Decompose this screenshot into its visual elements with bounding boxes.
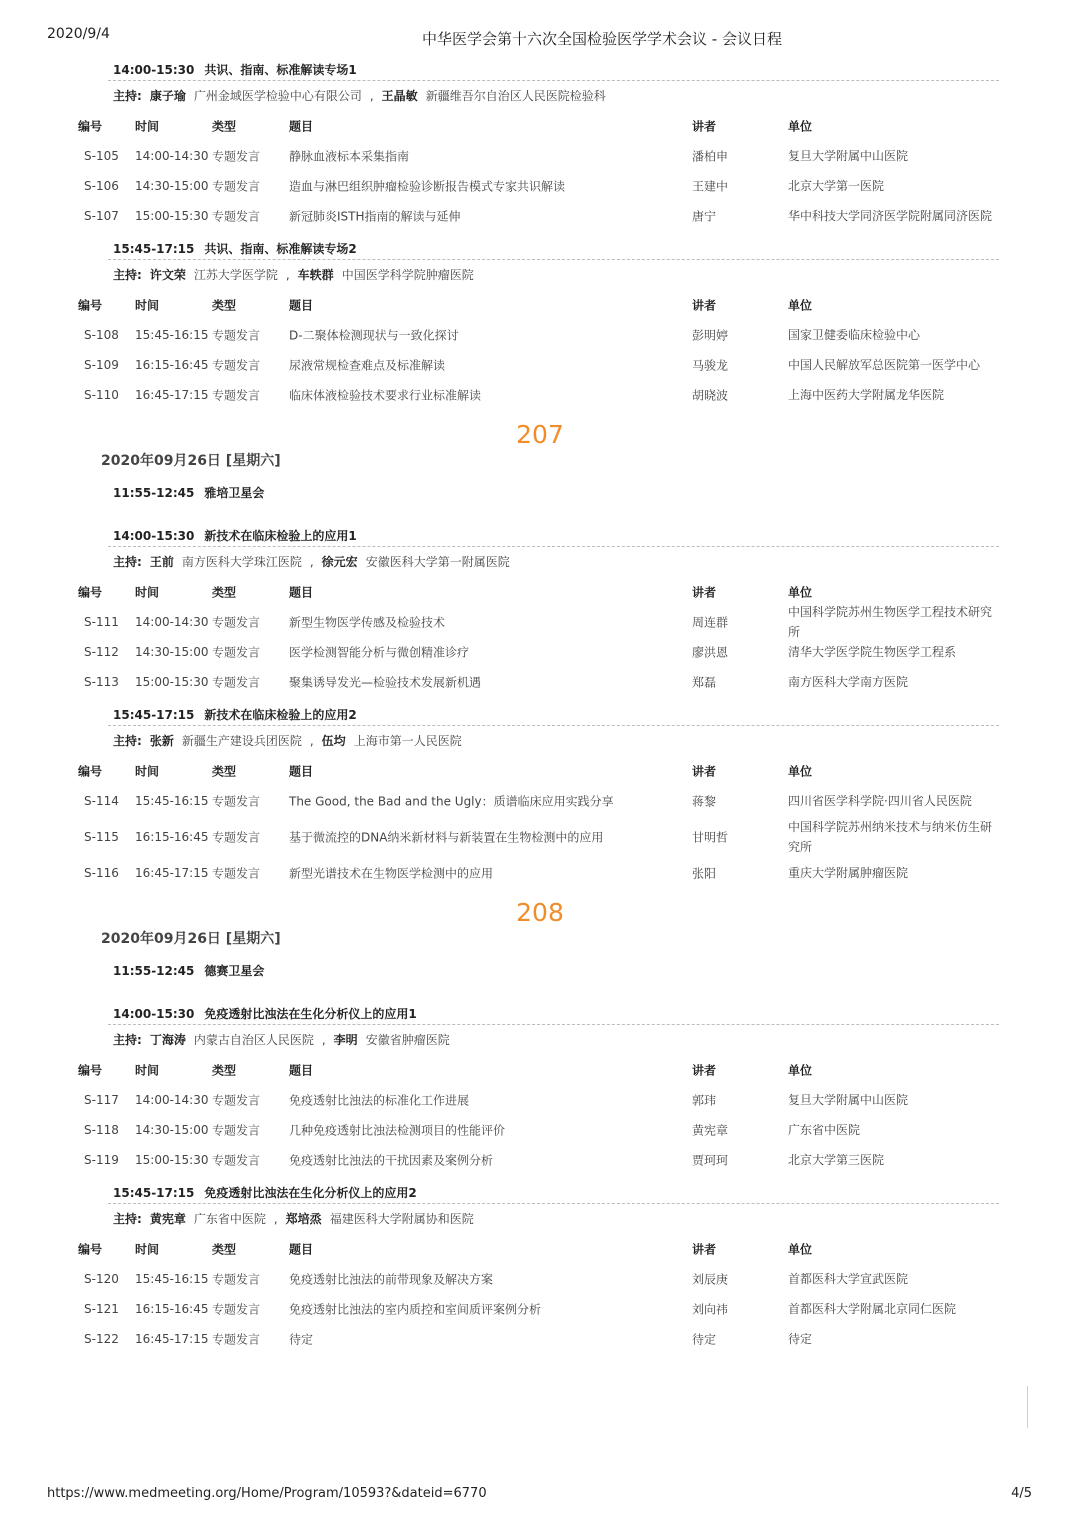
- col-header-topic: 题目: [289, 298, 314, 313]
- host-separator: ,: [369, 89, 374, 103]
- host-name: 康子瑜: [149, 89, 186, 103]
- col-header-speaker: 讲者: [692, 764, 717, 779]
- host-separator: ,: [273, 1212, 278, 1226]
- cell-no: S-120: [84, 1272, 119, 1286]
- cell-topic: 免疫透射比浊法的干扰因素及案例分析: [289, 1153, 494, 1168]
- host-org: 新疆生产建设兵团医院: [181, 734, 302, 748]
- cell-no: S-112: [84, 645, 119, 659]
- session-heading: [113, 1183, 1080, 1203]
- cell-time: 16:45-17:15: [135, 1332, 209, 1346]
- cell-speaker: 彭明婷: [692, 328, 729, 343]
- host-org: 安徽省肿瘤医院: [365, 1033, 450, 1047]
- col-header-no: 编号: [78, 585, 103, 600]
- col-header-type: 类型: [212, 119, 237, 134]
- cell-time: 14:00-14:30: [135, 149, 209, 163]
- cell-time: 15:00-15:30: [135, 1153, 209, 1167]
- cell-type: 专题发言: [212, 794, 261, 809]
- host-org: 安徽医科大学第一附属医院: [365, 555, 510, 569]
- host-label: 主持:: [113, 734, 142, 748]
- col-header-org: 单位: [788, 1063, 813, 1078]
- host-separator: ,: [309, 734, 314, 748]
- cell-speaker: 张阳: [692, 866, 717, 881]
- room-number: 208: [516, 898, 564, 927]
- host-org: 内蒙古自治区人民医院: [193, 1033, 314, 1047]
- host-org: 江苏大学医学院: [193, 268, 278, 282]
- col-header-no: 编号: [78, 764, 103, 779]
- cell-org: 华中科技大学同济医学院附属同济医院: [788, 209, 993, 223]
- cell-no: S-116: [84, 866, 119, 880]
- col-header-no: 编号: [78, 298, 103, 313]
- cell-org: 中国科学院苏州生物医学工程技术研究所: [788, 605, 993, 639]
- session-heading: [113, 961, 1080, 981]
- cell-org: 复旦大学附属中山医院: [788, 1093, 909, 1107]
- col-header-speaker: 讲者: [692, 585, 717, 600]
- session-time: 14:00-15:30: [113, 63, 195, 77]
- cell-time: 16:15-16:45: [135, 1302, 209, 1316]
- cell-speaker: 廖洪恩: [692, 645, 729, 660]
- host-separator: ,: [321, 1033, 326, 1047]
- col-header-time: 时间: [135, 298, 160, 313]
- cell-org: 广东省中医院: [788, 1123, 861, 1137]
- cell-speaker: 王建中: [692, 179, 729, 194]
- host-org: 上海市第一人民医院: [353, 734, 462, 748]
- session-title: 新技术在临床检验上的应用1: [204, 529, 357, 543]
- cell-time: 14:30-15:00: [135, 179, 209, 193]
- host-separator: ,: [285, 268, 290, 282]
- table-row: [0, 1145, 1080, 1175]
- cell-no: S-119: [84, 1153, 119, 1167]
- table-row: [0, 380, 1080, 410]
- col-header-speaker: 讲者: [692, 1242, 717, 1257]
- cell-topic: 造血与淋巴组织肿瘤检验诊断报告模式专家共识解读: [289, 179, 566, 194]
- col-header-time: 时间: [135, 585, 160, 600]
- cell-no: S-108: [84, 328, 119, 342]
- cell-time: 15:00-15:30: [135, 209, 209, 223]
- cell-topic: 基于微流控的DNA纳米新材料与新装置在生物检测中的应用: [289, 830, 604, 845]
- cell-org: 上海中医药大学附属龙华医院: [788, 388, 945, 402]
- host-name: 李明: [333, 1033, 358, 1047]
- col-header-org: 单位: [788, 764, 813, 779]
- cell-org: 重庆大学附属肿瘤医院: [788, 866, 909, 880]
- cell-topic: 新型光谱技术在生物医学检测中的应用: [289, 866, 494, 881]
- host-name: 王前: [149, 555, 174, 569]
- cell-time: 16:45-17:15: [135, 388, 209, 402]
- host-name: 徐元宏: [321, 555, 358, 569]
- program-content: [0, 60, 1080, 1354]
- page-number: 4/5: [1011, 1486, 1032, 1501]
- cell-type: 专题发言: [212, 1123, 261, 1138]
- cell-type: 专题发言: [212, 388, 261, 403]
- col-header-no: 编号: [78, 1242, 103, 1257]
- table-header: [0, 1055, 1080, 1085]
- session-heading: [113, 526, 1080, 546]
- cell-speaker: 唐宁: [692, 209, 717, 224]
- cell-topic: 尿液常规检查难点及标准解读: [289, 358, 446, 373]
- session-heading: [113, 1004, 1080, 1024]
- cell-org: 首都医科大学附属北京同仁医院: [788, 1302, 957, 1316]
- cell-org: 北京大学第一医院: [788, 179, 885, 193]
- cell-time: 16:15-16:45: [135, 830, 209, 844]
- col-header-time: 时间: [135, 1242, 160, 1257]
- host-org: 南方医科大学珠江医院: [181, 555, 302, 569]
- host-name: 伍均: [321, 734, 346, 748]
- session-time: 15:45-17:15: [113, 242, 195, 256]
- cell-speaker: 周连群: [692, 615, 729, 630]
- cell-speaker: 刘辰庚: [692, 1272, 729, 1287]
- host-name: 丁海涛: [149, 1033, 186, 1047]
- host-name: 车轶群: [297, 268, 334, 282]
- print-date: 2020/9/4: [47, 26, 110, 42]
- cell-no: S-111: [84, 615, 119, 629]
- cell-no: S-115: [84, 830, 119, 844]
- table-row: [0, 350, 1080, 380]
- col-header-type: 类型: [212, 1242, 237, 1257]
- table-row: [0, 1324, 1080, 1354]
- cell-topic: 新冠肺炎ISTH指南的解读与延伸: [289, 209, 461, 224]
- session-time: 11:55-12:45: [113, 486, 195, 500]
- col-header-topic: 题目: [289, 119, 314, 134]
- table-row: [0, 1085, 1080, 1115]
- session-title: 免疫透射比浊法在生化分析仪上的应用1: [204, 1007, 417, 1021]
- table-row: [0, 637, 1080, 667]
- col-header-speaker: 讲者: [692, 1063, 717, 1078]
- session-heading: [113, 60, 1080, 80]
- cell-speaker: 甘明哲: [692, 830, 729, 845]
- cell-no: S-109: [84, 358, 119, 372]
- host-org: 新疆维吾尔自治区人民医院检验科: [425, 89, 606, 103]
- cell-time: 15:00-15:30: [135, 675, 209, 689]
- cell-topic: 临床体液检验技术要求行业标准解读: [289, 388, 482, 403]
- cell-speaker: 黄宪章: [692, 1123, 729, 1138]
- cell-speaker: 贾珂珂: [692, 1153, 729, 1168]
- table-row: [0, 816, 1080, 858]
- host-org: 福建医科大学附属协和医院: [329, 1212, 474, 1226]
- cell-type: 专题发言: [212, 1093, 261, 1108]
- table-row: [0, 201, 1080, 231]
- cell-time: 15:45-16:15: [135, 328, 209, 342]
- session-title: 共识、指南、标准解读专场2: [204, 242, 357, 256]
- table-header: [0, 111, 1080, 141]
- cell-org: 中国科学院苏州纳米技术与纳米仿生研究所: [788, 820, 993, 854]
- col-header-time: 时间: [135, 764, 160, 779]
- cell-speaker: 待定: [692, 1332, 717, 1347]
- table-row: [0, 667, 1080, 697]
- cell-org: 南方医科大学南方医院: [788, 675, 909, 689]
- cell-time: 14:30-15:00: [135, 645, 209, 659]
- table-row: [0, 1115, 1080, 1145]
- host-org: 广东省中医院: [193, 1212, 266, 1226]
- cell-type: 专题发言: [212, 358, 261, 373]
- session-time: 15:45-17:15: [113, 708, 195, 722]
- cell-time: 16:15-16:45: [135, 358, 209, 372]
- cell-no: S-114: [84, 794, 119, 808]
- cell-speaker: 郭玮: [692, 1093, 717, 1108]
- cell-type: 专题发言: [212, 1272, 261, 1287]
- cell-org: 复旦大学附属中山医院: [788, 149, 909, 163]
- col-header-org: 单位: [788, 298, 813, 313]
- cell-topic: 免疫透射比浊法的标准化工作进展: [289, 1093, 470, 1108]
- host-org: 中国医学科学院肿瘤医院: [341, 268, 474, 282]
- session-time: 14:00-15:30: [113, 1007, 195, 1021]
- session-hosts: [113, 1025, 1080, 1055]
- cell-org: 清华大学医学院生物医学工程系: [788, 645, 957, 659]
- host-org: 广州金域医学检验中心有限公司: [193, 89, 362, 103]
- cell-org: 四川省医学科学院·四川省人民医院: [788, 794, 972, 808]
- session-hosts: [113, 81, 1080, 111]
- session-hosts: [113, 547, 1080, 577]
- cell-time: 14:00-14:30: [135, 1093, 209, 1107]
- col-header-speaker: 讲者: [692, 298, 717, 313]
- cell-no: S-121: [84, 1302, 119, 1316]
- host-label: 主持:: [113, 268, 142, 282]
- session-hosts: [113, 1204, 1080, 1234]
- host-name: 王晶敏: [381, 89, 418, 103]
- col-header-org: 单位: [788, 119, 813, 134]
- session-hosts: [113, 726, 1080, 756]
- host-label: 主持:: [113, 89, 142, 103]
- cell-type: 专题发言: [212, 179, 261, 194]
- cell-type: 专题发言: [212, 830, 261, 845]
- col-header-topic: 题目: [289, 1063, 314, 1078]
- day-heading: 2020年09月26日 [星期六]: [101, 931, 281, 947]
- session-title: 德赛卫星会: [204, 964, 265, 978]
- cell-topic: 免疫透射比浊法的室内质控和室间质评案例分析: [289, 1302, 542, 1317]
- session-time: 15:45-17:15: [113, 1186, 195, 1200]
- cell-no: S-117: [84, 1093, 119, 1107]
- session-heading: [113, 483, 1080, 503]
- table-row: [0, 320, 1080, 350]
- col-header-type: 类型: [212, 585, 237, 600]
- cell-no: S-122: [84, 1332, 119, 1346]
- table-row: [0, 858, 1080, 888]
- cell-time: 16:45-17:15: [135, 866, 209, 880]
- session-title: 雅培卫星会: [204, 486, 265, 500]
- cell-no: S-110: [84, 388, 119, 402]
- cell-time: 14:30-15:00: [135, 1123, 209, 1137]
- cell-org: 待定: [788, 1332, 813, 1346]
- cell-org: 北京大学第三医院: [788, 1153, 885, 1167]
- table-row: [0, 786, 1080, 816]
- page-url: https://www.medmeeting.org/Home/Program/10593?&dateid=6770: [47, 1486, 487, 1501]
- session-title: 新技术在临床检验上的应用2: [204, 708, 357, 722]
- table-header: [0, 290, 1080, 320]
- cell-org: 中国人民解放军总医院第一医学中心: [788, 358, 981, 372]
- col-header-topic: 题目: [289, 764, 314, 779]
- table-row: [0, 171, 1080, 201]
- cell-type: 专题发言: [212, 675, 261, 690]
- cell-speaker: 郑磊: [692, 675, 717, 690]
- cell-speaker: 胡晓波: [692, 388, 729, 403]
- col-header-no: 编号: [78, 1063, 103, 1078]
- page-title: 中华医学会第十六次全国检验医学学术会议 - 会议日程: [422, 30, 782, 48]
- cell-no: S-105: [84, 149, 119, 163]
- col-header-org: 单位: [788, 585, 813, 600]
- cell-topic: 聚集诱导发光—检验技术发展新机遇: [289, 675, 482, 690]
- col-header-time: 时间: [135, 119, 160, 134]
- cell-type: 专题发言: [212, 615, 261, 630]
- cell-no: S-106: [84, 179, 119, 193]
- col-header-topic: 题目: [289, 585, 314, 600]
- cell-topic: D-二聚体检测现状与一致化探讨: [289, 328, 459, 343]
- table-row: [0, 1294, 1080, 1324]
- cell-type: 专题发言: [212, 1153, 261, 1168]
- cell-topic: 待定: [289, 1332, 314, 1347]
- cell-type: 专题发言: [212, 1302, 261, 1317]
- session-time: 14:00-15:30: [113, 529, 195, 543]
- cell-no: S-113: [84, 675, 119, 689]
- table-header: [0, 756, 1080, 786]
- host-label: 主持:: [113, 1212, 142, 1226]
- cell-speaker: 马骏龙: [692, 358, 729, 373]
- cell-no: S-107: [84, 209, 119, 223]
- session-title: 共识、指南、标准解读专场1: [204, 63, 357, 77]
- session-heading: [113, 705, 1080, 725]
- cell-org: 国家卫健委临床检验中心: [788, 328, 921, 342]
- host-name: 黄宪章: [149, 1212, 186, 1226]
- host-separator: ,: [309, 555, 314, 569]
- col-header-type: 类型: [212, 298, 237, 313]
- col-header-topic: 题目: [289, 1242, 314, 1257]
- host-name: 郑培烝: [285, 1212, 322, 1226]
- cell-no: S-118: [84, 1123, 119, 1137]
- table-row: [0, 1264, 1080, 1294]
- session-hosts: [113, 260, 1080, 290]
- col-header-speaker: 讲者: [692, 119, 717, 134]
- cell-topic: 新型生物医学传感及检验技术: [289, 615, 446, 630]
- session-heading: [113, 239, 1080, 259]
- cell-speaker: 潘柏申: [692, 149, 729, 164]
- host-label: 主持:: [113, 555, 142, 569]
- cell-type: 专题发言: [212, 1332, 261, 1347]
- cell-topic: 静脉血液标本采集指南: [289, 149, 410, 164]
- col-header-org: 单位: [788, 1242, 813, 1257]
- cell-type: 专题发言: [212, 328, 261, 343]
- cell-time: 15:45-16:15: [135, 1272, 209, 1286]
- cell-speaker: 蒋黎: [692, 794, 717, 809]
- cell-time: 15:45-16:15: [135, 794, 209, 808]
- cell-org: 首都医科大学宣武医院: [788, 1272, 909, 1286]
- col-header-time: 时间: [135, 1063, 160, 1078]
- cell-time: 14:00-14:30: [135, 615, 209, 629]
- col-header-type: 类型: [212, 764, 237, 779]
- cell-topic: 免疫透射比浊法的前带现象及解决方案: [289, 1272, 494, 1287]
- table-row: [0, 607, 1080, 637]
- session-title: 免疫透射比浊法在生化分析仪上的应用2: [204, 1186, 417, 1200]
- cell-topic: 几种免疫透射比浊法检测项目的性能评价: [289, 1123, 506, 1138]
- cell-topic: 医学检测智能分析与微创精准诊疗: [289, 645, 470, 660]
- cell-type: 专题发言: [212, 645, 261, 660]
- cell-type: 专题发言: [212, 149, 261, 164]
- room-number: 207: [516, 420, 564, 449]
- scrollbar-mark: [1027, 1386, 1028, 1428]
- cell-speaker: 刘向祎: [692, 1302, 729, 1317]
- host-name: 张新: [149, 734, 174, 748]
- col-header-no: 编号: [78, 119, 103, 134]
- table-header: [0, 1234, 1080, 1264]
- table-row: [0, 141, 1080, 171]
- col-header-type: 类型: [212, 1063, 237, 1078]
- cell-type: 专题发言: [212, 866, 261, 881]
- day-heading: 2020年09月26日 [星期六]: [101, 453, 281, 469]
- session-time: 11:55-12:45: [113, 964, 195, 978]
- host-label: 主持:: [113, 1033, 142, 1047]
- cell-topic: The Good, the Bad and the Ugly：质谱临床应用实践分享: [289, 794, 614, 809]
- host-name: 许文荣: [149, 268, 186, 282]
- cell-type: 专题发言: [212, 209, 261, 224]
